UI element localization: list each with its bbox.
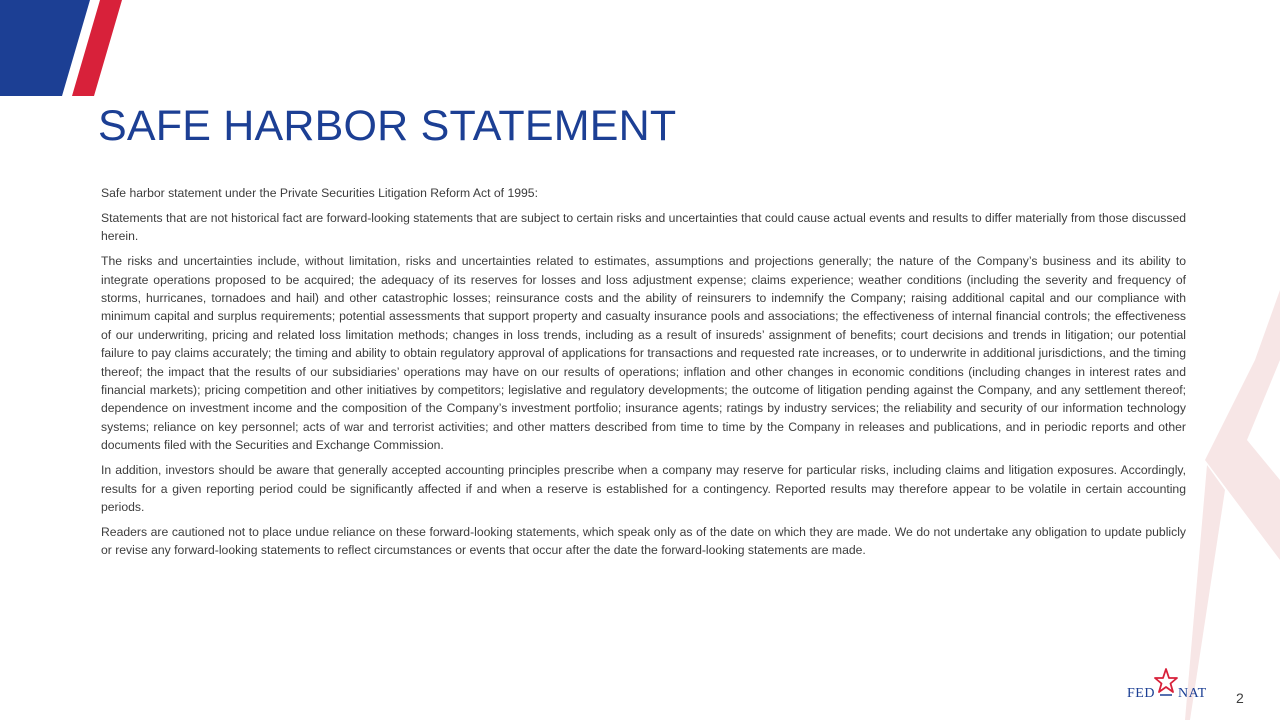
- star-icon: [1154, 668, 1178, 696]
- star-watermark: [1185, 290, 1280, 720]
- paragraph-reliance: Readers are cautioned not to place undue reliance on these forward-looking statements, which speak only as of the date on which they are made. We do not undertake any obligation to update publicly or revise any forward-looking statements to reflect circumstances or events that occur after the date the forward-looking statements are made.: [101, 524, 1186, 558]
- paragraph-forward-looking: Statements that are not historical fact are forward-looking statements that are subject to certain risks and uncertainties that could cause actual events and results to differ materially from those discussed herein.: [101, 210, 1187, 244]
- corner-stripes-decoration: [0, 0, 130, 96]
- paragraph-risks: The risks and uncertainties include, without limitation, risks and uncertainties related to estimates, assumptions and projections generally; the nature of the Company’s business and its ability to integrate operations proposed to be acquired; the adequacy of its reserves for losses and loss adjustment expense; claims experience; weather conditions (including the severity and frequency of storms, hurricanes, tornadoes and hail) and other catastrophic losses; reinsurance costs and the ability of reinsurers to indemnify the Company; raising additional capital and our compliance with minimum capital and surplus requirements; potential assessments that support property and casualty insurance pools and associations; the effectiveness of internal financial controls; the effectiveness of our underwriting, pricing and related loss limitation methods; changes in loss trends, including as a result of insureds’ assignment of benefits; court decisions and trends in litigation; our potential failure to pay claims accurately; the timing and ability to obtain regulatory approval of applications for transactions and requested rate increases, or to underwrite in additional jurisdictions, and the timing thereof; the impact that the results of our subsidiaries’ operations may have on our results of operations; inflation and other changes in economic conditions (including changes in interest rates and financial markets); pricing competition and other initiatives by competitors; legislative and regulatory developments; the outcome of litigation pending against the Company, and any settlement thereof; dependence on investment income and the composition of the Company’s investment portfolio; insurance agents; ratings by industry services; the reliability and security of our information technology systems; reliance on key personnel; acts of war and terrorist activities; and other matters described from time to time by the Company in releases and publications, and in periodic reports and other documents filed with the Securities and Exchange Commission.: [101, 254, 1186, 453]
- logo-text-right: NAT: [1178, 686, 1207, 701]
- intro-line: Safe harbor statement under the Private Securities Litigation Reform Act of 1995:: [101, 186, 538, 200]
- statement-body: [101, 184, 1186, 566]
- page-title: SAFE HARBOR STATEMENT: [98, 102, 677, 150]
- fednat-logo: [1126, 668, 1214, 708]
- logo-text-left: FED: [1127, 686, 1155, 701]
- page-number: 2: [1236, 690, 1244, 706]
- paragraph-accounting: In addition, investors should be aware that generally accepted accounting principles prescribe when a company may reserve for particular risks, including claims and litigation exposures. Accordingly, results for a given reporting period could be significantly affected if and when a reserve is established for a contingency. Reported results may therefore appear to be volatile in certain accounting periods.: [101, 463, 1186, 514]
